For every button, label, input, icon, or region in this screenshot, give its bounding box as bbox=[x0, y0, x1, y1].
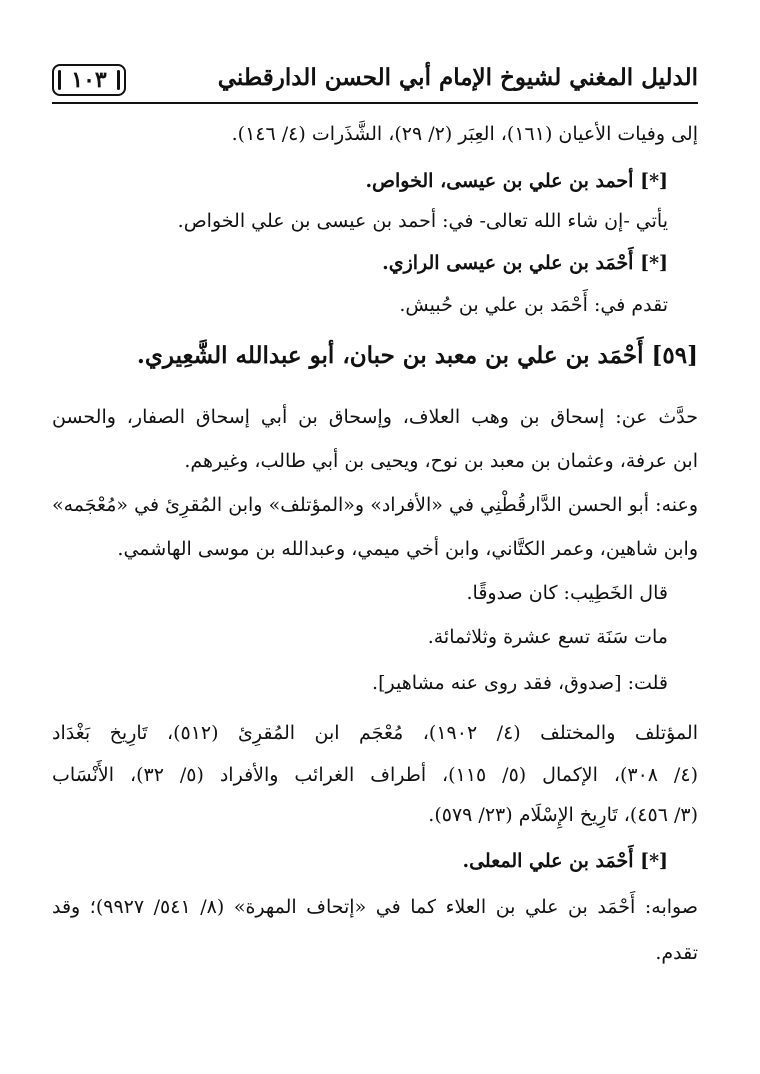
text-line-13: قلت: [صدوق، فقد روى عنه مشاهير]. bbox=[372, 672, 668, 694]
text-line-11: قال الخَطِيب: كان صدوقًا. bbox=[466, 582, 668, 604]
text-line-10: وابن شاهين، وعمر الكتَّاني، وابن أخي ميمي، وعبدالله بن موسى الهاشمي. bbox=[117, 538, 698, 560]
running-header bbox=[52, 58, 698, 104]
text-line-1: إلى وفيات الأعيان (١٦١)، العِبَر (٢/ ٢٩)، الشَّذَرات (٤/ ١٤٦). bbox=[231, 123, 698, 145]
entry-heading-ahmad-ibn-ali-ibn-isa-al-razi: [*] أَحْمَد بن علي بن عيسى الرازي. bbox=[382, 252, 668, 274]
text-line-8: ابن عرفة، وعثمان بن معبد بن نوح، ويحيى بن أبي طالب، وغيرهم. bbox=[184, 450, 698, 472]
citation-line-3: (٣/ ٤٥٦)، تَارِيخ الإِسْلَام (٢٣/ ٥٧٩). bbox=[428, 804, 698, 826]
text-line-19: تقدم. bbox=[655, 942, 698, 964]
header-title: الدليل المغني لشيوخ الإمام أبي الحسن الدارقطني bbox=[217, 64, 698, 91]
citation-line-2: (٤/ ٣٠٨)، الإكمال (٥/ ١١٥)، أطراف الغرائب والأفراد (٥/ ٣٢)، الأَنْسَاب bbox=[52, 764, 698, 786]
text-line-7: حدَّث عن: إسحاق بن وهب العلاف، وإسحاق بن أبي إسحاق الصفار، والحسن bbox=[52, 406, 698, 428]
text-line-3: يأتي -إن شاء الله تعالى- في: أحمد بن عيسى بن علي الخواص. bbox=[177, 210, 668, 232]
text-line-12: مات سَنَة تسع عشرة وثلاثمائة. bbox=[427, 626, 668, 648]
text-line-5: تقدم في: أَحْمَد بن علي بن حُبيش. bbox=[399, 294, 668, 316]
entry-heading-ahmad-ibn-ali-ibn-isa-al-khawas: [*] أحمد بن علي بن عيسى، الخواص. bbox=[365, 170, 668, 192]
entry-heading-ahmad-ibn-ali-al-mualla: [*] أَحْمَد بن علي المعلى. bbox=[462, 850, 668, 872]
header-rule bbox=[52, 102, 698, 104]
entry-heading-59: [٥٩] أَحْمَد بن علي بن معبد بن حبان، أبو عبدالله الشَّعِيري. bbox=[136, 342, 698, 369]
text-line-9: وعنه: أبو الحسن الدَّارقُطْنِي في «الأفراد» و«المؤتلف» وابن المُقرِئ في «مُعْجَمه» bbox=[52, 494, 698, 516]
citation-line-1: المؤتلف والمختلف (٤/ ١٩٠٢)، مُعْجَم ابن المُقرِئ (٥١٢)، تَارِيخ بَغْدَاد bbox=[52, 722, 698, 744]
page-number: ١٠٣ bbox=[52, 64, 126, 96]
text-line-18: صوابه: أَحْمَد بن علي بن العلاء كما في «إتحاف المهرة» (٨/ ٥٤١/ ٩٩٢٧)؛ وقد bbox=[52, 896, 698, 918]
